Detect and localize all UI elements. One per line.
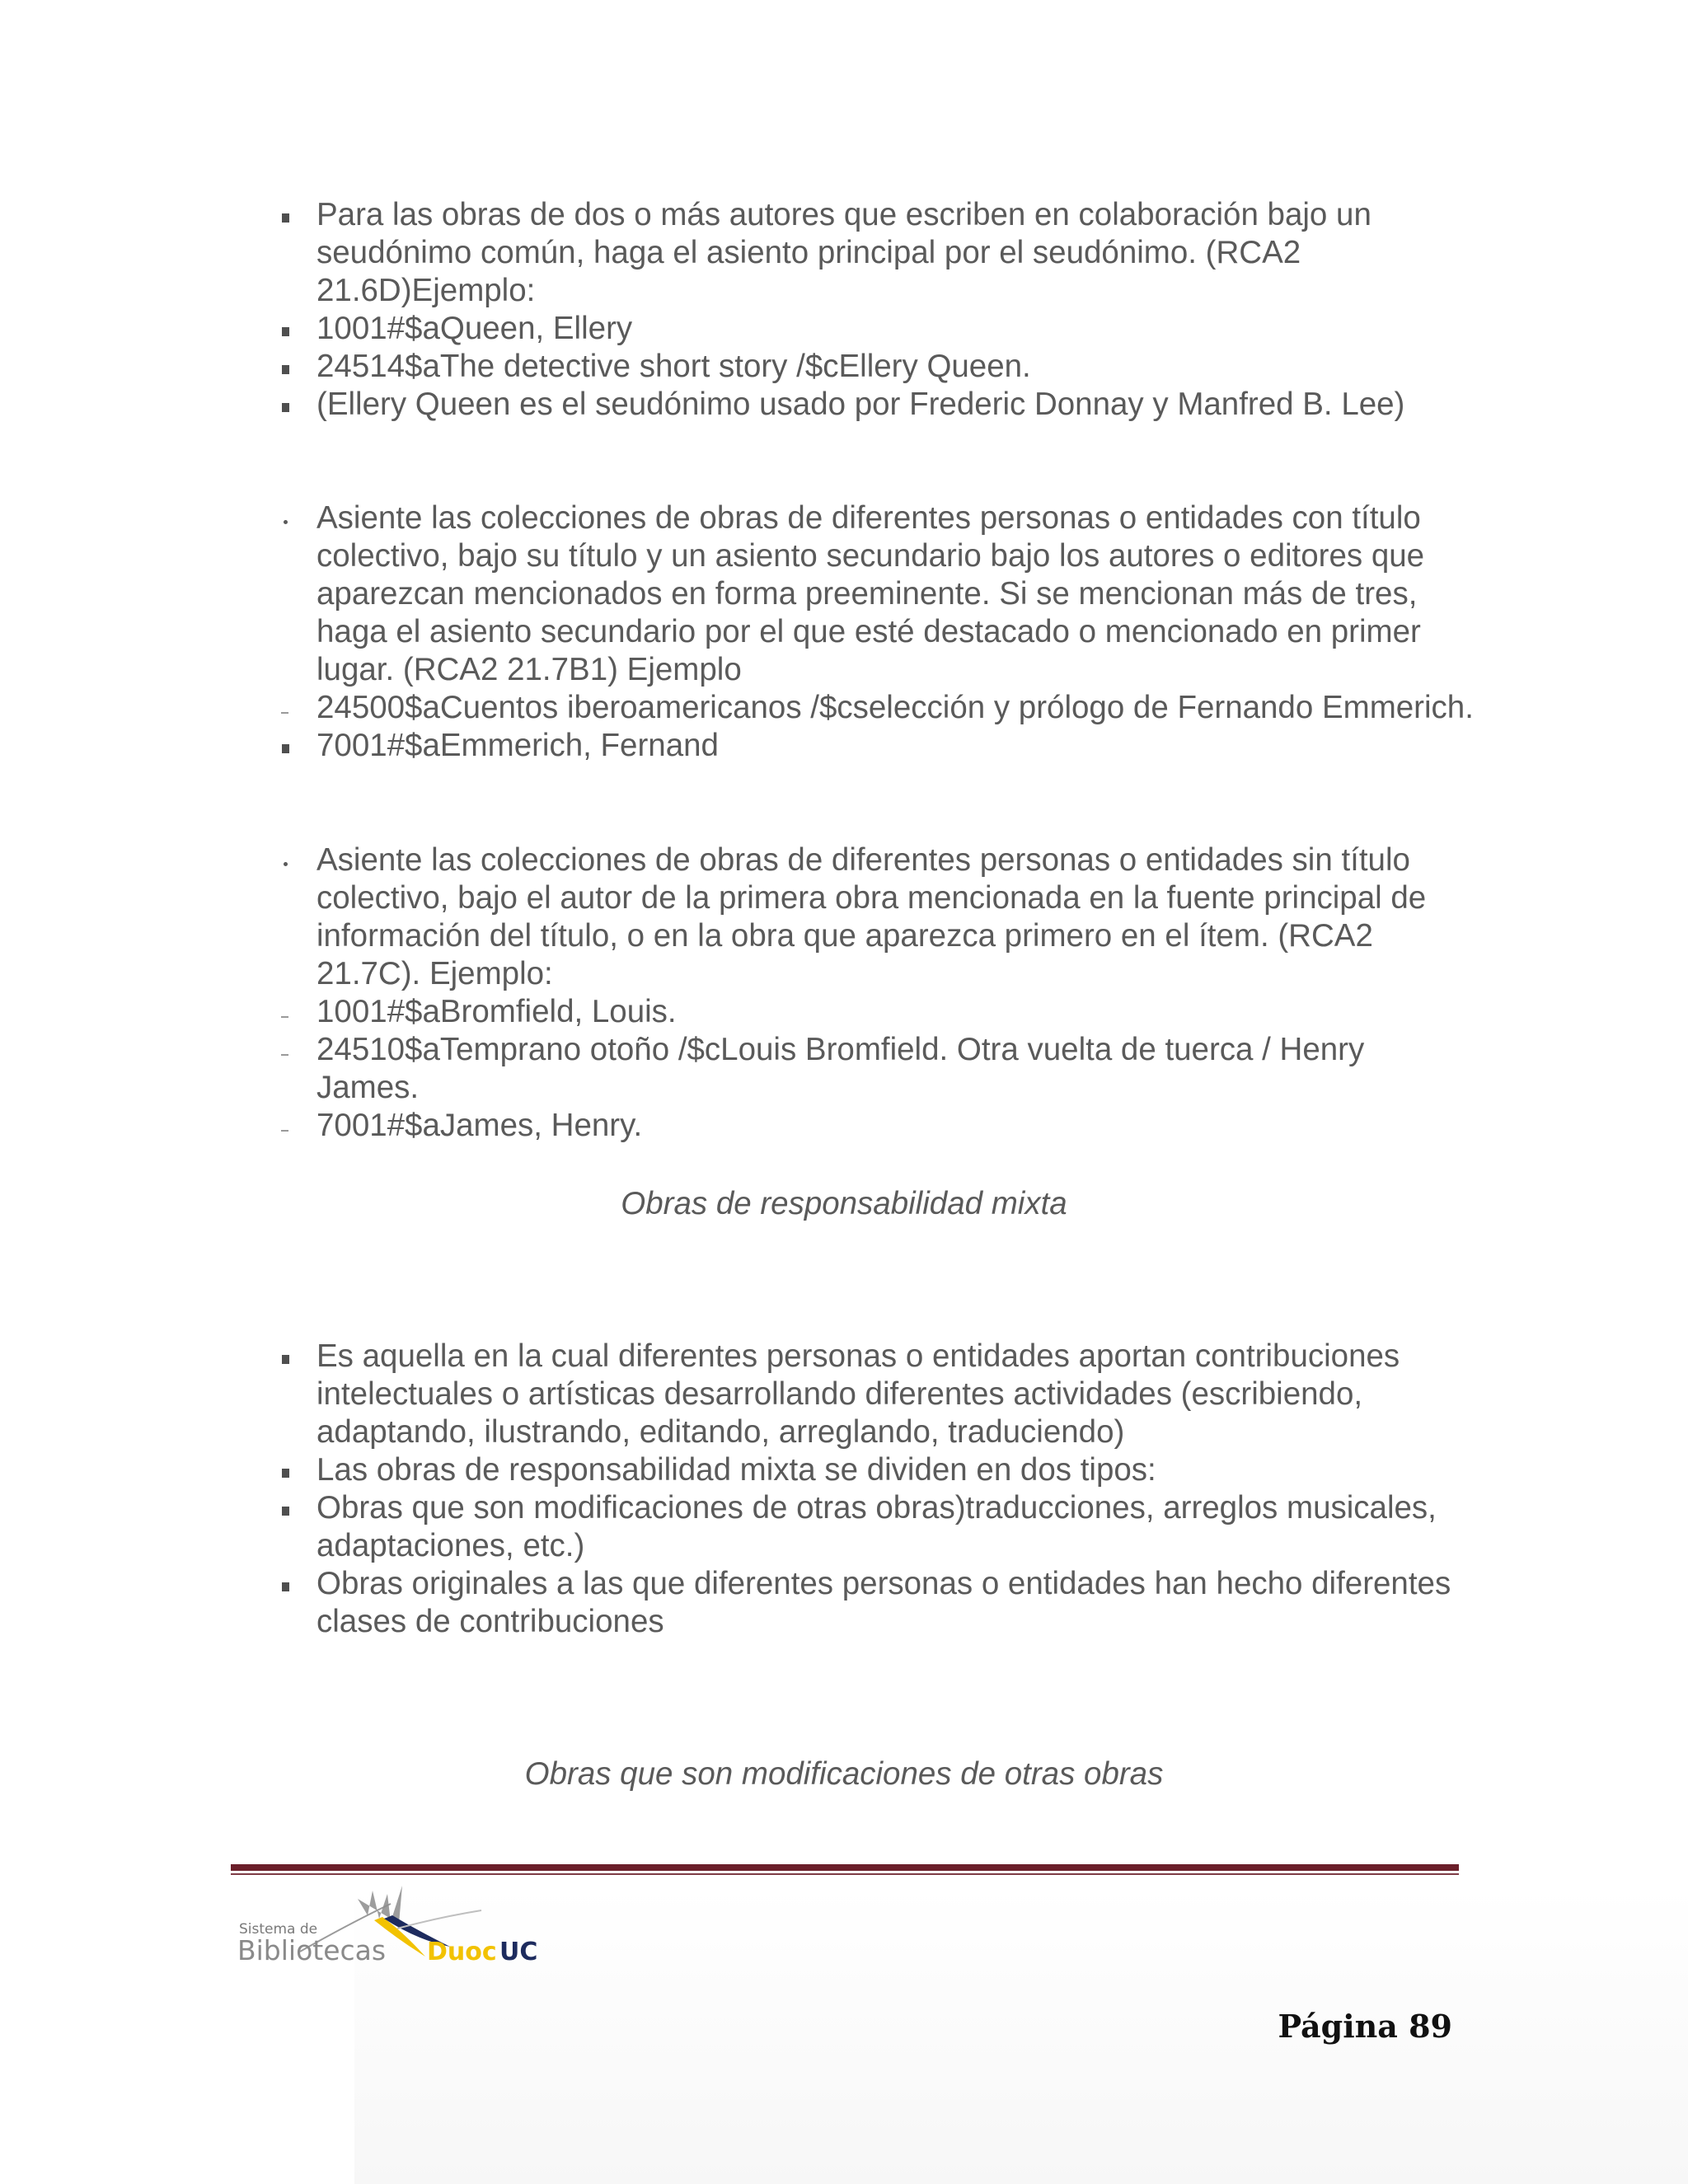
logo-text-bibliotecas: Bibliotecas — [237, 1934, 387, 1966]
square-bullet-icon — [280, 1489, 305, 1527]
list-item — [280, 348, 1475, 386]
logo-text-uc: UC — [499, 1938, 538, 1966]
list-item-text: Es aquella en la cual diferentes personas o entidades aportan contribuciones intelectuales o artísticas desarrollando diferentes actividades (escribiendo, adaptando, ilustrando, editando, arreglando, traduciendo) — [316, 1338, 1400, 1450]
logo-text-duoc: Duoc — [427, 1938, 497, 1966]
duocuc-library-logo — [234, 1881, 580, 1971]
list-item — [280, 196, 1475, 310]
square-bullet-icon — [280, 310, 305, 348]
list-item-text: 7001#$aEmmerich, Fernand — [316, 728, 719, 763]
list-item-text: Asiente las colecciones de obras de diferentes personas o entidades con título colectivo, bajo su título y un asiento secundario bajo los autores o editores que aparezcan mencionados en forma preeminente. Si se mencionan más de tres, haga el asiento secundario por el que esté destacado o mencionado en primer lugar. (RCA2 21.7B1) Ejemplo — [316, 500, 1425, 687]
list-item-text: 1001#$aQueen, Ellery — [316, 311, 633, 346]
square-bullet-icon — [280, 727, 305, 765]
square-bullet-icon — [280, 386, 305, 424]
list-item-text: (Ellery Queen es el seudónimo usado por Frederic Donnay y Manfred B. Lee) — [316, 387, 1405, 422]
list-item-text: 1001#$aBromfield, Louis. — [316, 994, 677, 1029]
list-item-text: Asiente las colecciones de obras de diferentes personas o entidades sin título colectivo, bajo el autor de la primera obra mencionada en la fuente principal de información del título, o en la obra que aparezca primero en el ítem. (RCA2 21.7C). Ejemplo: — [316, 842, 1427, 991]
list-item-text: 24500$aCuentos iberoamericanos /$cselección y prólogo de Fernando Emmerich. — [316, 690, 1474, 725]
footer-rule — [231, 1864, 1459, 1871]
dot-bullet-icon — [280, 841, 305, 879]
list-item-text: Obras originales a las que diferentes personas o entidades han hecho diferentes clases de contribuciones — [316, 1566, 1451, 1639]
square-bullet-icon — [280, 1451, 305, 1489]
section-heading-modifications: Obras que son modificaciones de otras obras — [524, 1756, 1164, 1792]
list-item — [280, 993, 1475, 1031]
section-heading-mixed-responsibility: Obras de responsabilidad mixta — [621, 1186, 1067, 1221]
square-bullet-icon — [280, 1338, 305, 1376]
bullet-list-pseudonym — [280, 196, 1475, 424]
dash-bullet-icon — [280, 993, 305, 1031]
list-item — [280, 689, 1475, 727]
list-item-text: Para las obras de dos o más autores que escriben en colaboración bajo un seudónimo común, haga el asiento principal por el seudónimo. (RCA2 21.6D)Ejemplo: — [316, 197, 1372, 308]
bullet-list-mixed-responsibility — [280, 1338, 1475, 1641]
list-item — [280, 727, 1475, 765]
dash-bullet-icon — [280, 689, 305, 727]
list-item-text: 24510$aTemprano otoño /$cLouis Bromfield. Otra vuelta de tuerca / Henry James. — [316, 1032, 1365, 1105]
list-item — [280, 499, 1475, 689]
list-item — [280, 1451, 1475, 1489]
list-item-text: 24514$aThe detective short story /$cEllery Queen. — [316, 349, 1031, 384]
list-item-text: Obras que son modificaciones de otras obras)traducciones, arreglos musicales, adaptaciones, etc.) — [316, 1490, 1437, 1563]
list-item-text: 7001#$aJames, Henry. — [316, 1108, 643, 1143]
list-item — [280, 310, 1475, 348]
list-item — [280, 1338, 1475, 1451]
list-item-text: Las obras de responsabilidad mixta se dividen en dos tipos: — [316, 1452, 1156, 1488]
list-item — [280, 386, 1475, 424]
list-item — [280, 1565, 1475, 1641]
bullet-list-without-collective-title — [280, 841, 1475, 1145]
logo-text-sistema: Sistema de — [239, 1921, 318, 1938]
list-item — [280, 1031, 1475, 1107]
dash-bullet-icon — [280, 1107, 305, 1145]
list-item — [280, 1107, 1475, 1145]
square-bullet-icon — [280, 196, 305, 234]
square-bullet-icon — [280, 348, 305, 386]
footer-rule-thin — [231, 1873, 1459, 1875]
list-item — [280, 841, 1475, 993]
page-number: Página 89 — [1278, 2008, 1452, 2045]
bullet-list-collective-title — [280, 499, 1475, 765]
list-item — [280, 1489, 1475, 1565]
square-bullet-icon — [280, 1565, 305, 1603]
dash-bullet-icon — [280, 1031, 305, 1069]
dot-bullet-icon — [280, 499, 305, 537]
